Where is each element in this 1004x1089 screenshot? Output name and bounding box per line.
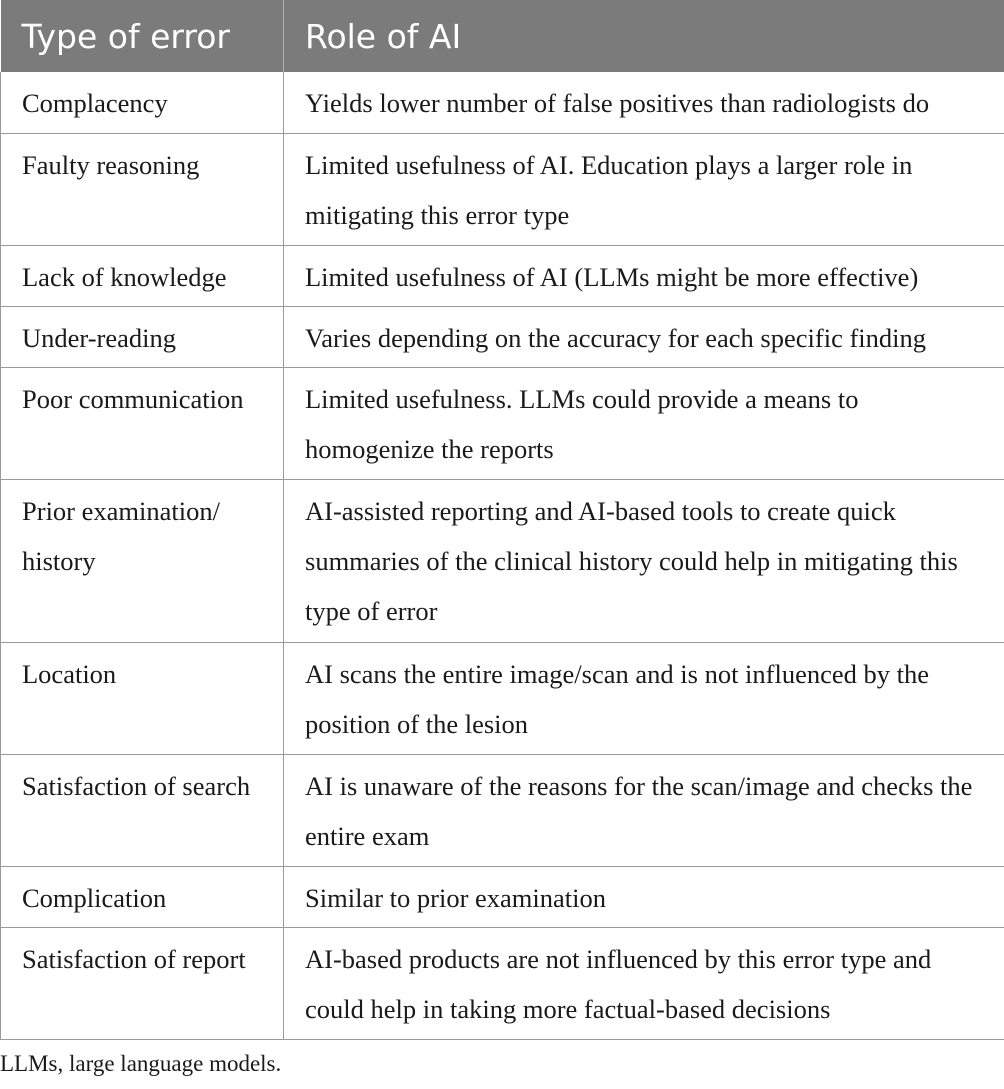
table-row bbox=[1, 367, 1004, 479]
error-type-cell: Satisfaction of report bbox=[1, 927, 284, 1039]
ai-role-cell: Similar to prior examination bbox=[284, 866, 1004, 927]
table-row bbox=[1, 866, 1004, 927]
error-type-cell: Under-reading bbox=[1, 306, 284, 367]
table-footnote: LLMs, large language models. bbox=[0, 1051, 282, 1076]
header-type-of-error: Type of error bbox=[1, 0, 284, 72]
table-row bbox=[1, 927, 1004, 1039]
table-row bbox=[1, 245, 1004, 306]
table-row bbox=[1, 72, 1004, 133]
ai-role-cell: Limited usefulness. LLMs could provide a means to homogenize the reports bbox=[284, 367, 1004, 479]
ai-role-cell: AI scans the entire image/scan and is not influenced by the position of the lesion bbox=[284, 642, 1004, 754]
ai-role-cell: Varies depending on the accuracy for each specific finding bbox=[284, 306, 1004, 367]
table-row bbox=[1, 479, 1004, 642]
header-role-of-ai: Role of AI bbox=[284, 0, 1004, 72]
error-type-cell: Prior examination/ history bbox=[1, 479, 284, 642]
header-row bbox=[1, 0, 1004, 72]
ai-role-cell: Limited usefulness of AI (LLMs might be more effective) bbox=[284, 245, 1004, 306]
table-row bbox=[1, 133, 1004, 245]
error-type-cell: Location bbox=[1, 642, 284, 754]
table-body bbox=[1, 72, 1004, 1039]
error-type-cell: Complication bbox=[1, 866, 284, 927]
ai-role-cell: AI-assisted reporting and AI-based tools to create quick summaries of the clinical history could help in mitigating this type of error bbox=[284, 479, 1004, 642]
error-type-cell: Poor communication bbox=[1, 367, 284, 479]
error-type-cell: Lack of knowledge bbox=[1, 245, 284, 306]
table-header bbox=[1, 0, 1004, 72]
ai-role-cell: Limited usefulness of AI. Education plays a larger role in mitigating this error type bbox=[284, 133, 1004, 245]
ai-role-cell: AI-based products are not influenced by this error type and could help in taking more factual-based decisions bbox=[284, 927, 1004, 1039]
error-type-cell: Complacency bbox=[1, 72, 284, 133]
error-type-cell: Satisfaction of search bbox=[1, 754, 284, 866]
table-row bbox=[1, 642, 1004, 754]
ai-role-cell: AI is unaware of the reasons for the scan/image and checks the entire exam bbox=[284, 754, 1004, 866]
table-row bbox=[1, 306, 1004, 367]
table-row bbox=[1, 754, 1004, 866]
error-type-cell: Faulty reasoning bbox=[1, 133, 284, 245]
ai-role-cell: Yields lower number of false positives than radiologists do bbox=[284, 72, 1004, 133]
